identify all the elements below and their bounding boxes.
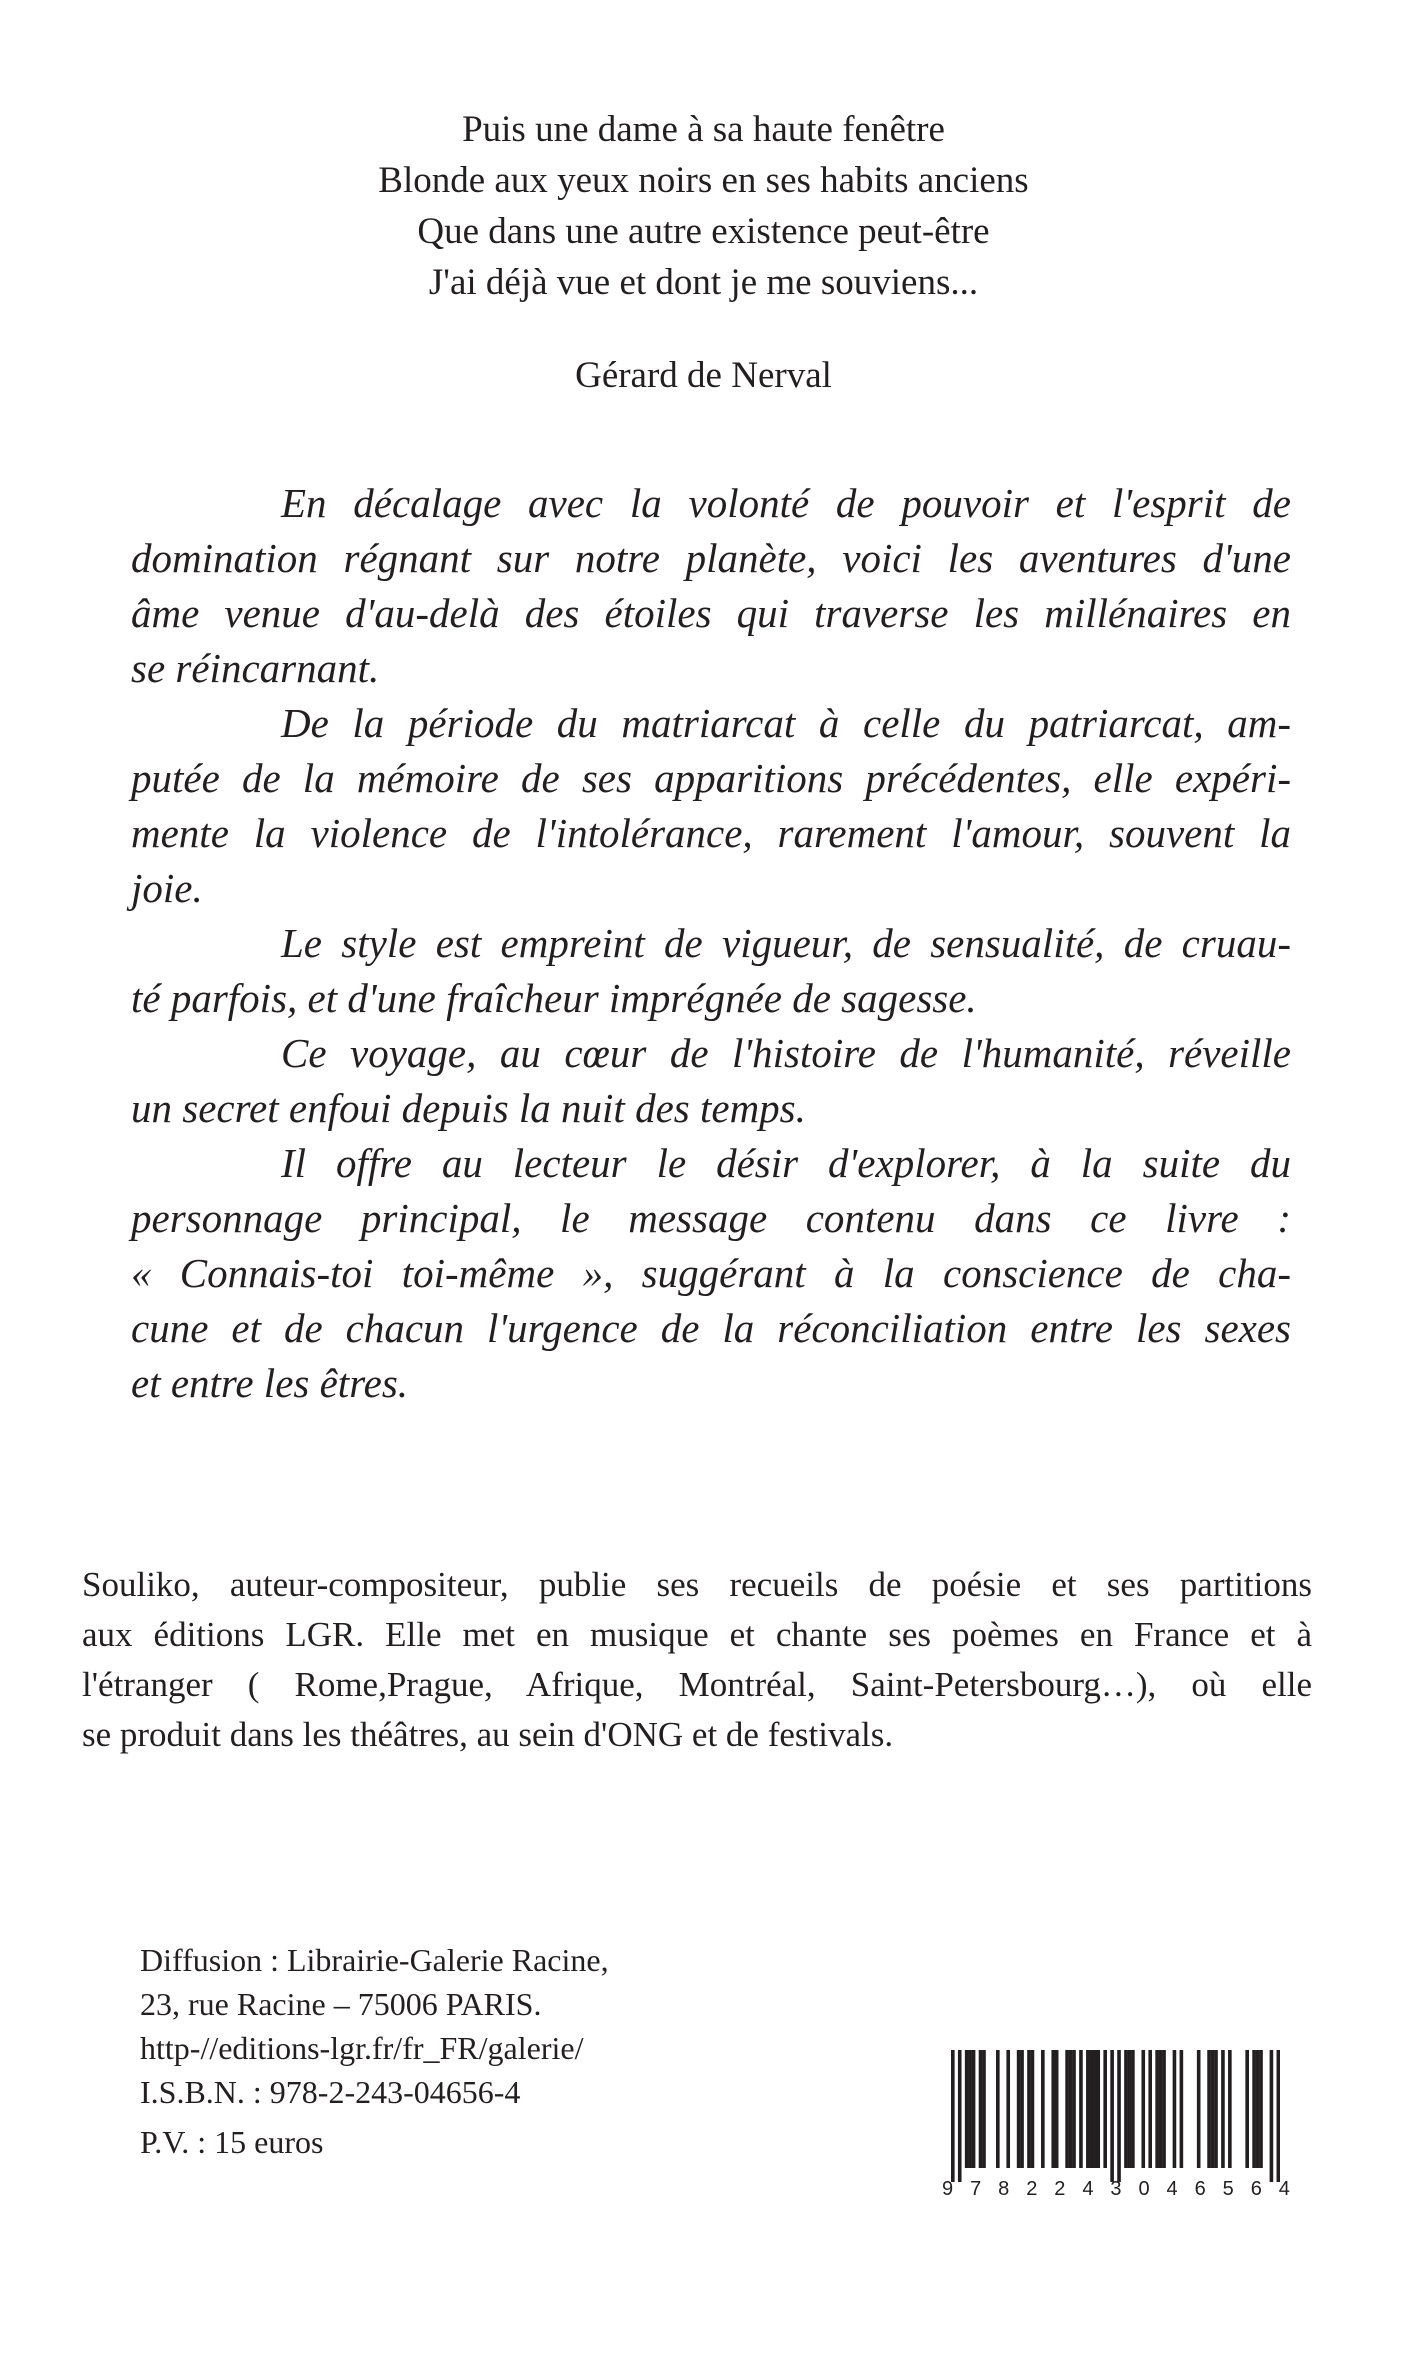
- barcode-bar: [1162, 2050, 1166, 2168]
- barcode-digit: 6: [1250, 2178, 1262, 2200]
- barcode-bar: [1051, 2050, 1055, 2168]
- publisher-imprint: [140, 1938, 780, 2164]
- price: P.V. : 15 euros: [140, 2124, 324, 2160]
- blurb-line: domination régnant sur notre planète, voici les aventures d'une: [131, 535, 1291, 581]
- barcode-bar: [1256, 2050, 1260, 2168]
- barcode-guard-bar: [1277, 2050, 1280, 2182]
- barcode-guard-bar: [1117, 2050, 1121, 2182]
- blurb-line: mente la violence de l'intolérance, rarement l'amour, souvent la: [131, 810, 1291, 856]
- website-url: http-//editions-lgr.fr/fr_FR/galerie/: [140, 2030, 584, 2066]
- barcode-digit: 4: [1166, 2178, 1178, 2200]
- blurb-line: En décalage avec la volonté de pouvoir et l'esprit de: [281, 480, 1291, 526]
- barcode-bar: [1131, 2050, 1135, 2168]
- barcode-digit: 6: [1194, 2178, 1206, 2200]
- bio-line: aux éditions LGR. Elle met en musique et chante ses poèmes en France et à: [82, 1615, 1312, 1654]
- barcode-bar: [1017, 2050, 1021, 2168]
- barcode-bar: [1221, 2050, 1225, 2168]
- poem-line: Que dans une autre existence peut-être: [417, 211, 990, 252]
- barcode-bar: [1096, 2050, 1100, 2168]
- book-blurb: [131, 476, 1291, 1411]
- barcode-bar: [1214, 2050, 1218, 2168]
- barcode-guard-bar: [1110, 2050, 1114, 2182]
- barcode-bar: [1065, 2050, 1069, 2168]
- blurb-line: Il offre au lecteur le désir d'explorer, à la suite du: [281, 1140, 1291, 1186]
- barcode: [951, 2050, 1280, 2182]
- barcode-bar: [1103, 2050, 1107, 2168]
- address-line: 23, rue Racine – 75006 PARIS.: [140, 1986, 542, 2022]
- poem-line: Puis une dame à sa haute fenêtre: [462, 109, 945, 150]
- blurb-line: De la période du matriarcat à celle du patriarcat, am-: [281, 700, 1291, 746]
- poem-line: J'ai déjà vue et dont je me souviens...: [428, 262, 979, 303]
- barcode-digit: 3: [1110, 2178, 1122, 2200]
- barcode-bar: [1079, 2050, 1083, 2168]
- barcode-digit: 9: [942, 2178, 954, 2200]
- barcode-bar: [1180, 2050, 1184, 2168]
- barcode-bar: [1072, 2050, 1076, 2168]
- barcode-bar: [1055, 2050, 1059, 2168]
- barcode-bar: [1259, 2050, 1263, 2168]
- barcode-bar: [1228, 2050, 1232, 2168]
- barcode-digit: 2: [1054, 2178, 1066, 2200]
- author-bio: [82, 1560, 1312, 1760]
- barcode-digit: 8: [998, 2178, 1010, 2200]
- barcode-bar: [1128, 2050, 1132, 2168]
- barcode-bar: [1159, 2050, 1163, 2168]
- blurb-line: Le style est empreint de vigueur, de sensualité, de cruau-: [281, 920, 1291, 966]
- barcode-digits: [942, 2178, 1290, 2201]
- barcode-guard-bar: [1270, 2050, 1274, 2182]
- barcode-bar: [982, 2050, 986, 2168]
- barcode-bar: [1197, 2050, 1201, 2168]
- barcode-bar: [1020, 2050, 1024, 2168]
- barcode-bar: [1086, 2050, 1090, 2168]
- barcode-bar: [979, 2050, 983, 2168]
- poem-line: Blonde aux yeux noirs en ses habits anciens: [378, 160, 1029, 201]
- epigraph-poem: [0, 104, 1407, 308]
- blurb-line: personnage principal, le message contenu dans ce livre :: [131, 1195, 1291, 1241]
- barcode-guard-bar: [958, 2050, 962, 2182]
- bio-line: se produit dans les théâtres, au sein d'ONG et de festivals.: [82, 1715, 894, 1754]
- isbn: I.S.B.N. : 978-2-243-04656-4: [140, 2074, 521, 2110]
- poem-author: Gérard de Nerval: [575, 355, 832, 396]
- barcode-bar: [1041, 2050, 1045, 2168]
- blurb-line: Ce voyage, au cœur de l'histoire de l'humanité, réveille: [281, 1030, 1291, 1076]
- barcode-bar: [1027, 2050, 1031, 2168]
- barcode-bar: [968, 2050, 972, 2168]
- barcode-bar: [1173, 2050, 1177, 2168]
- blurb-line: joie.: [131, 865, 203, 911]
- barcode-bar: [1252, 2050, 1256, 2168]
- blurb-line: et entre les êtres.: [131, 1360, 409, 1406]
- barcode-bar: [972, 2050, 976, 2168]
- barcode-bar: [1245, 2050, 1249, 2168]
- bio-line: Souliko, auteur-compositeur, publie ses recueils de poésie et ses partitions: [82, 1565, 1312, 1604]
- barcode-bar: [1211, 2050, 1215, 2168]
- barcode-bar: [1090, 2050, 1094, 2168]
- blurb-line: un secret enfoui depuis la nuit des temps.: [131, 1085, 806, 1131]
- blurb-line: « Connais-toi toi-même », suggérant à la conscience de cha-: [131, 1250, 1291, 1296]
- barcode-bar: [1148, 2050, 1152, 2168]
- blurb-line: putée de la mémoire de ses apparitions précédentes, elle expéri-: [131, 755, 1291, 801]
- barcode-digit: 0: [1138, 2178, 1150, 2200]
- barcode-bar: [1093, 2050, 1097, 2168]
- barcode-digit: 4: [1082, 2178, 1094, 2200]
- barcode-digit: 5: [1222, 2178, 1234, 2200]
- blurb-line: cune et de chacun l'urgence de la réconciliation entre les sexes: [131, 1305, 1291, 1351]
- blurb-line: té parfois, et d'une fraîcheur imprégnée de sagesse.: [131, 975, 977, 1021]
- barcode-guard-bar: [951, 2050, 955, 2182]
- blurb-line: se réincarnant.: [131, 645, 380, 691]
- barcode-bar: [1124, 2050, 1128, 2168]
- barcode-bar: [1069, 2050, 1073, 2168]
- barcode-bar: [965, 2050, 969, 2168]
- bio-line: l'étranger ( Rome,Prague, Afrique, Montréal, Saint-Petersbourg…), où elle: [82, 1665, 1312, 1704]
- barcode-bar: [1006, 2050, 1010, 2168]
- blurb-line: âme venue d'au-delà des étoiles qui traverse les millénaires en: [131, 590, 1291, 636]
- barcode-digit: 2: [1026, 2178, 1038, 2200]
- barcode-bar: [1031, 2050, 1035, 2168]
- barcode-bar: [1141, 2050, 1145, 2168]
- barcode-digit: 7: [970, 2178, 982, 2200]
- barcode-bar: [996, 2050, 1000, 2168]
- barcode-bar: [1155, 2050, 1159, 2168]
- barcode-bar: [1207, 2050, 1211, 2168]
- barcode-digit: 4: [1278, 2178, 1290, 2200]
- diffusion-line: Diffusion : Librairie-Galerie Racine,: [140, 1942, 609, 1978]
